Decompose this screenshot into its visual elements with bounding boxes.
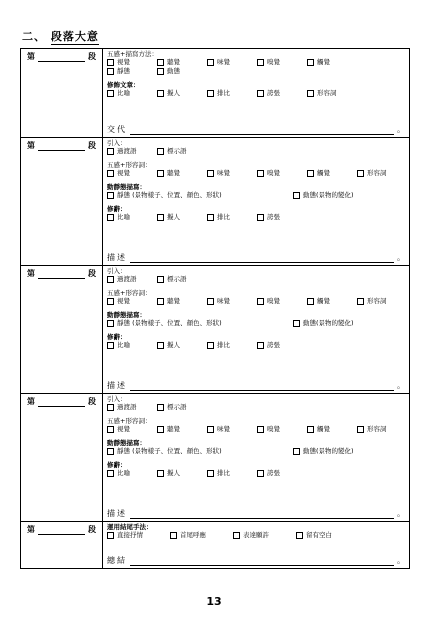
page-number: 13 [206, 595, 222, 608]
option-checkbox[interactable]: 擬人 [157, 89, 180, 98]
para-number-blank[interactable] [38, 53, 85, 62]
paragraph-row-5 [21, 522, 409, 568]
option-checkbox[interactable]: 聽覺 [157, 169, 180, 178]
para-number-blank[interactable] [38, 142, 85, 151]
checkbox-icon[interactable] [107, 532, 114, 539]
checkbox-icon[interactable] [107, 90, 114, 97]
option-checkbox[interactable]: 形容詞 [357, 425, 387, 434]
checkbox-icon[interactable] [107, 404, 114, 411]
paragraph-content-cell [103, 266, 409, 393]
option-checkbox[interactable]: 排比 [207, 469, 230, 478]
heading-number: 二、 [22, 30, 46, 43]
section-title: 引入： [107, 267, 127, 275]
option-checkbox[interactable]: 視覺 [107, 169, 130, 178]
option-checkbox[interactable]: 動態(景物的變化) [293, 319, 354, 328]
option-checkbox[interactable]: 擬人 [157, 469, 180, 478]
checkbox-icon[interactable] [107, 298, 114, 305]
option-checkbox[interactable]: 嗅覺 [257, 425, 280, 434]
summary-line: 描述 。 [107, 253, 405, 262]
paragraph-content-cell [103, 49, 409, 137]
option-checkbox[interactable]: 聽覺 [157, 58, 180, 67]
option-checkbox[interactable]: 嗅覺 [257, 169, 280, 178]
option-checkbox[interactable]: 標示語 [157, 147, 187, 156]
fill-label: 描述 [107, 509, 127, 518]
option-checkbox[interactable]: 標示語 [157, 403, 187, 412]
fill-label: 描述 [107, 253, 127, 262]
option-checkbox[interactable]: 靜態 [107, 67, 130, 76]
checkbox-icon[interactable] [107, 59, 114, 66]
section-title: 修辭： [107, 461, 127, 469]
option-checkbox[interactable]: 形容詞 [357, 297, 387, 306]
fill-blank[interactable] [130, 254, 394, 263]
option-checkbox[interactable]: 誇張 [257, 341, 280, 350]
paragraph-number-cell: 第 段 [21, 138, 103, 265]
checkbox-icon[interactable] [293, 320, 300, 327]
checkbox-icon[interactable] [257, 470, 264, 477]
checkbox-icon[interactable] [157, 90, 164, 97]
section-title: 動靜態描寫： [107, 183, 146, 191]
fill-blank[interactable] [130, 382, 394, 391]
summary-line: 總結 。 [107, 556, 405, 565]
option-checkbox[interactable]: 味覺 [207, 425, 230, 434]
option-checkbox[interactable]: 聽覺 [157, 425, 180, 434]
paragraph-content-cell [103, 522, 409, 568]
option-checkbox[interactable]: 表達願許 [233, 531, 269, 540]
checkbox-icon[interactable] [207, 298, 214, 305]
paragraph-row-1 [21, 49, 409, 138]
paragraph-row-4 [21, 394, 409, 522]
checkbox-icon[interactable] [157, 276, 164, 283]
option-checkbox[interactable]: 動態(景物的變化) [293, 447, 354, 456]
option-checkbox[interactable]: 觸覺 [307, 58, 330, 67]
para-number-blank[interactable] [38, 526, 85, 535]
option-checkbox[interactable]: 直接抒情 [107, 531, 143, 540]
option-checkbox[interactable]: 比喻 [107, 89, 130, 98]
option-checkbox[interactable]: 視覺 [107, 297, 130, 306]
section-title: 修辭： [107, 205, 127, 213]
section-title: 引入： [107, 395, 127, 403]
section-title: 動靜態描寫： [107, 439, 146, 447]
checkbox-icon[interactable] [157, 470, 164, 477]
option-checkbox[interactable]: 靜態 (景物樣子、位置、顏色、形狀) [107, 447, 222, 456]
checkbox-icon[interactable] [157, 342, 164, 349]
option-checkbox[interactable]: 形容詞 [357, 169, 387, 178]
checkbox-icon[interactable] [307, 59, 314, 66]
checkbox-icon[interactable] [207, 214, 214, 221]
section-title: 五感+形容詞： [107, 289, 152, 297]
checkbox-icon[interactable] [107, 68, 114, 75]
fill-blank[interactable] [130, 510, 394, 519]
section-title: 五感+形容詞： [107, 161, 152, 169]
checkbox-icon[interactable] [307, 90, 314, 97]
option-checkbox[interactable]: 味覺 [207, 58, 230, 67]
fill-label: 描述 [107, 381, 127, 390]
paragraph-number-cell [21, 49, 103, 137]
checkbox-icon[interactable] [107, 276, 114, 283]
checkbox-icon[interactable] [157, 148, 164, 155]
option-checkbox[interactable]: 味覺 [207, 169, 230, 178]
option-checkbox[interactable]: 過渡語 [107, 275, 137, 284]
checkbox-icon[interactable] [107, 320, 114, 327]
option-checkbox[interactable]: 留有空白 [296, 531, 332, 540]
paragraph-number-cell: 第 段 [21, 522, 103, 568]
section-title: 動靜態描寫： [107, 311, 146, 319]
option-checkbox[interactable]: 靜態 (景物樣子、位置、顏色、形狀) [107, 191, 222, 200]
checkbox-icon[interactable] [157, 68, 164, 75]
option-checkbox[interactable]: 聽覺 [157, 297, 180, 306]
checkbox-icon[interactable] [107, 214, 114, 221]
checkbox-icon[interactable] [207, 170, 214, 177]
section-title: 修辭： [107, 333, 127, 341]
option-checkbox[interactable]: 視覺 [107, 425, 130, 434]
paragraph-row-2 [21, 138, 409, 266]
option-checkbox[interactable]: 嗅覺 [257, 297, 280, 306]
option-checkbox[interactable]: 排比 [207, 213, 230, 222]
option-checkbox[interactable]: 觸覺 [307, 425, 330, 434]
summary-line: 描述 。 [107, 381, 405, 390]
paragraph-content-cell [103, 138, 409, 265]
checkbox-icon[interactable] [293, 448, 300, 455]
checkbox-icon[interactable] [296, 532, 303, 539]
checkbox-icon[interactable] [207, 426, 214, 433]
summary-line: 交代 。 [107, 125, 405, 134]
option-checkbox[interactable]: 動態 [157, 67, 180, 76]
option-checkbox[interactable]: 擬人 [157, 341, 180, 350]
checkbox-icon[interactable] [257, 298, 264, 305]
fill-blank[interactable] [130, 557, 394, 566]
section-heading [22, 28, 99, 44]
checkbox-icon[interactable] [257, 214, 264, 221]
checkbox-icon[interactable] [207, 470, 214, 477]
section-title: 運用結尾手法： [107, 523, 153, 531]
checkbox-icon[interactable] [157, 404, 164, 411]
fill-blank[interactable] [130, 126, 394, 135]
checkbox-icon[interactable] [157, 426, 164, 433]
para-number-blank[interactable] [38, 398, 85, 407]
section-title: 修飾文章： [107, 81, 140, 89]
checkbox-icon[interactable] [170, 532, 177, 539]
checkbox-icon[interactable] [107, 170, 114, 177]
option-checkbox[interactable]: 標示語 [157, 275, 187, 284]
checkbox-icon[interactable] [233, 532, 240, 539]
paragraph-content-cell [103, 394, 409, 521]
checkbox-icon[interactable] [157, 214, 164, 221]
checkbox-icon[interactable] [357, 298, 364, 305]
option-checkbox[interactable]: 視覺 [107, 58, 130, 67]
checkbox-icon[interactable] [107, 448, 114, 455]
checkbox-icon[interactable] [307, 426, 314, 433]
heading-title: 段落大意 [50, 30, 99, 43]
option-checkbox[interactable]: 觸覺 [307, 169, 330, 178]
para-label-pre: 第 [27, 51, 35, 61]
checkbox-icon[interactable] [157, 59, 164, 66]
checkbox-icon[interactable] [357, 170, 364, 177]
checkbox-icon[interactable] [307, 170, 314, 177]
option-checkbox[interactable]: 擬人 [157, 213, 180, 222]
checkbox-icon[interactable] [257, 90, 264, 97]
option-checkbox[interactable]: 排比 [207, 89, 230, 98]
paragraph-number-cell: 第 段 [21, 394, 103, 521]
section-title: 五感+描寫方法： [107, 50, 158, 58]
fill-label: 交代 [107, 125, 127, 134]
checkbox-icon[interactable] [107, 426, 114, 433]
option-checkbox[interactable]: 比喻 [107, 213, 130, 222]
option-checkbox[interactable]: 首尾呼應 [170, 531, 206, 540]
option-checkbox[interactable]: 動態(景物的變化) [293, 191, 354, 200]
checkbox-icon[interactable] [107, 470, 114, 477]
option-checkbox[interactable]: 誇張 [257, 89, 280, 98]
checkbox-icon[interactable] [207, 342, 214, 349]
checkbox-icon[interactable] [107, 148, 114, 155]
summary-line: 描述 。 [107, 509, 405, 518]
checkbox-icon[interactable] [307, 298, 314, 305]
option-checkbox[interactable]: 比喻 [107, 469, 130, 478]
option-checkbox[interactable]: 誇張 [257, 469, 280, 478]
checkbox-icon[interactable] [107, 342, 114, 349]
checkbox-icon[interactable] [157, 170, 164, 177]
option-checkbox[interactable]: 觸覺 [307, 297, 330, 306]
option-checkbox[interactable]: 形容詞 [307, 89, 337, 98]
option-checkbox[interactable]: 味覺 [207, 297, 230, 306]
checkbox-icon[interactable] [257, 59, 264, 66]
checkbox-icon[interactable] [257, 426, 264, 433]
para-label-post: 段 [88, 51, 96, 61]
checkbox-icon[interactable] [293, 192, 300, 199]
paragraph-number-cell: 第 段 [21, 266, 103, 393]
option-checkbox[interactable]: 嗅覺 [257, 58, 280, 67]
option-checkbox[interactable]: 過渡語 [107, 403, 137, 412]
section-title: 引入： [107, 139, 127, 147]
checkbox-icon[interactable] [207, 90, 214, 97]
option-checkbox[interactable]: 排比 [207, 341, 230, 350]
checkbox-icon[interactable] [257, 170, 264, 177]
checkbox-icon[interactable] [357, 426, 364, 433]
checkbox-icon[interactable] [257, 342, 264, 349]
para-number-blank[interactable] [38, 270, 85, 279]
checkbox-icon[interactable] [157, 298, 164, 305]
section-title: 五感+形容詞： [107, 417, 152, 425]
paragraph-outline-table [20, 48, 410, 569]
checkbox-icon[interactable] [207, 59, 214, 66]
option-checkbox[interactable]: 誇張 [257, 213, 280, 222]
option-checkbox[interactable]: 比喻 [107, 341, 130, 350]
option-checkbox[interactable]: 過渡語 [107, 147, 137, 156]
checkbox-icon[interactable] [107, 192, 114, 199]
fill-label: 總結 [107, 556, 127, 565]
option-checkbox[interactable]: 靜態 (景物樣子、位置、顏色、形狀) [107, 319, 222, 328]
paragraph-row-3 [21, 266, 409, 394]
